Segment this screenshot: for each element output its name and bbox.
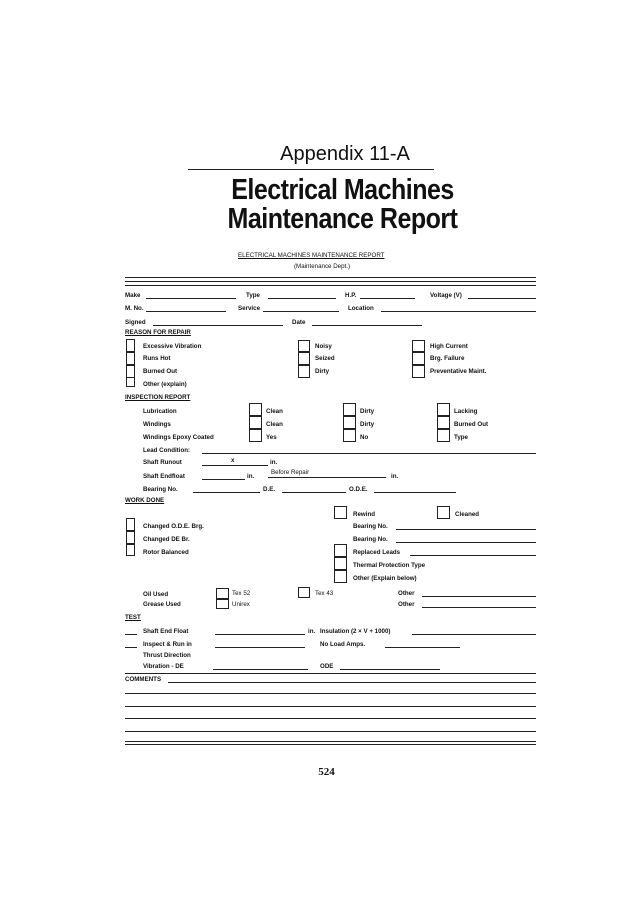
mno-label: M. No. xyxy=(125,305,144,312)
reason-checkbox-high-current[interactable] xyxy=(412,340,425,352)
inspect-run-check[interactable] xyxy=(125,647,137,648)
work-heading: WORK DONE xyxy=(125,497,165,504)
work-item: Replaced Leads xyxy=(353,549,401,556)
inspection-option: Dirty xyxy=(360,408,375,415)
work-checkbox-left-3[interactable] xyxy=(126,544,135,556)
inspect-run-label: Inspect & Run in xyxy=(143,641,192,648)
top-rule-1 xyxy=(125,277,536,278)
no-load-amps-field[interactable] xyxy=(385,647,460,648)
hp-label: H.P. xyxy=(345,292,357,299)
comments-line-5[interactable] xyxy=(125,731,536,732)
bottom-rule-1 xyxy=(125,741,536,742)
reason-checkbox-2[interactable] xyxy=(126,352,135,365)
inspection-option: Dirty xyxy=(360,421,375,428)
reason-heading: REASON FOR REPAIR xyxy=(125,329,191,336)
date-label: Date xyxy=(292,319,306,326)
shaft-runout-x: x xyxy=(231,457,235,464)
other-1-label: Other xyxy=(398,590,415,597)
bearing-no-1-field[interactable] xyxy=(396,529,536,530)
comments-line-1[interactable] xyxy=(168,682,536,683)
ode-field[interactable] xyxy=(374,492,456,493)
top-rule-2 xyxy=(125,281,536,282)
inspection-checkbox-clean1[interactable] xyxy=(249,403,262,416)
inspection-heading: INSPECTION REPORT xyxy=(125,394,191,401)
work-item: Rotor Balanced xyxy=(143,549,189,556)
voltage-field[interactable] xyxy=(468,298,536,299)
inspection-option: Burned Out xyxy=(454,421,489,428)
title-rule xyxy=(188,169,434,170)
main-title-line1: Electrical Machines xyxy=(231,173,454,207)
shaft-end-float-field[interactable] xyxy=(215,634,305,635)
oil-used-label: Oil Used xyxy=(143,591,169,598)
other-1-field[interactable] xyxy=(422,596,536,597)
work-item: Other (Explain below) xyxy=(353,575,417,582)
shaft-runout-label: Shaft Runout xyxy=(143,459,182,466)
inspection-option: No xyxy=(360,434,369,441)
service-field[interactable] xyxy=(263,311,339,312)
service-label: Service xyxy=(238,305,261,312)
insulation-field[interactable] xyxy=(412,634,536,635)
tex43-label: Tex 43 xyxy=(315,590,334,597)
other-2-field[interactable] xyxy=(422,607,536,608)
grease-used-label: Grease Used xyxy=(143,601,181,608)
insulation-label: Insulation (2 × V + 1000) xyxy=(320,628,391,635)
inspection-checkbox-burned-out[interactable] xyxy=(437,416,450,429)
work-checkbox-right-3[interactable] xyxy=(334,570,347,583)
before-repair-label: Before Repair xyxy=(271,469,310,476)
inspection-checkbox-no[interactable] xyxy=(343,429,356,442)
work-checkbox-right-2[interactable] xyxy=(334,557,347,570)
inspection-checkbox-yes[interactable] xyxy=(249,429,262,442)
reason-item: Burned Out xyxy=(143,368,178,375)
oil-checkbox-unirex[interactable] xyxy=(216,599,229,609)
bearing-no-1-label: Bearing No. xyxy=(353,523,388,530)
reason-item: Other (explain) xyxy=(143,381,187,388)
lead-condition-label: Lead Condition: xyxy=(143,447,191,454)
reason-checkbox-preventative[interactable] xyxy=(412,365,425,378)
type-field[interactable] xyxy=(268,298,336,299)
reason-checkbox-4[interactable] xyxy=(126,378,135,387)
inspection-checkbox-dirty2[interactable] xyxy=(343,416,356,429)
inspection-checkbox-dirty1[interactable] xyxy=(343,403,356,416)
ode-label: O.D.E. xyxy=(349,486,368,493)
reason-item: Runs Hot xyxy=(143,355,171,362)
reason-checkbox-brg-failure[interactable] xyxy=(412,352,425,365)
bottom-rule-2 xyxy=(125,744,536,745)
vibration-ode-label: ODE xyxy=(320,663,334,670)
work-checkbox-right-1[interactable] xyxy=(334,544,347,557)
vibration-ode-field[interactable] xyxy=(340,669,440,670)
signed-field[interactable] xyxy=(153,325,283,326)
work-item: Changed O.D.E. Brg. xyxy=(143,523,204,530)
inspection-checkbox-clean2[interactable] xyxy=(249,416,262,429)
shaft-runout-field[interactable] xyxy=(202,465,268,466)
replaced-leads-field[interactable] xyxy=(410,555,536,556)
inspection-checkbox-lacking[interactable] xyxy=(437,403,450,416)
top-rule-3 xyxy=(125,285,536,286)
no-load-amps-label: No Load Amps. xyxy=(320,641,366,648)
reason-item: Noisy xyxy=(315,343,332,350)
inspection-option: Yes xyxy=(266,434,277,441)
shaft-end-float-unit: in. xyxy=(308,628,316,635)
form-title: ELECTRICAL MACHINES MAINTENANCE REPORT xyxy=(238,252,385,259)
reason-checkbox-3[interactable] xyxy=(126,365,135,378)
test-bottom-rule xyxy=(125,673,536,674)
bearing-no-label: Bearing No. xyxy=(143,486,178,493)
before-repair-field[interactable] xyxy=(268,477,386,478)
voltage-label: Voltage (V) xyxy=(430,292,462,299)
comments-line-3[interactable] xyxy=(125,706,536,707)
unirex-label: Unirex xyxy=(232,601,250,608)
inspection-checkbox-type[interactable] xyxy=(437,429,450,442)
lead-condition-field[interactable] xyxy=(202,453,536,454)
location-label: Location xyxy=(348,305,374,312)
inspection-item: Windings xyxy=(143,421,171,428)
comments-line-2[interactable] xyxy=(125,693,536,694)
inspection-option: Clean xyxy=(266,421,283,428)
bearing-no-2-label: Bearing No. xyxy=(353,536,388,543)
reason-checkbox-1[interactable] xyxy=(126,339,135,352)
appendix-title: Appendix 11-A xyxy=(280,143,410,165)
oil-checkbox-tex52[interactable] xyxy=(216,588,229,599)
hp-field[interactable] xyxy=(360,298,415,299)
inspection-item: Windings Epoxy Coated xyxy=(143,434,214,441)
inspection-option: Lacking xyxy=(454,408,478,415)
work-checkbox-rewind[interactable] xyxy=(334,506,347,519)
test-heading: TEST xyxy=(125,614,141,621)
shaft-endfloat-label: Shaft Endfloat xyxy=(143,473,185,480)
inspection-option: Clean xyxy=(266,408,283,415)
de-label: D.E. xyxy=(263,486,276,493)
type-label: Type xyxy=(246,292,260,299)
signed-label: Signed xyxy=(125,319,146,326)
shaft-runout-unit: in. xyxy=(270,459,278,466)
work-item: Changed DE Br. xyxy=(143,536,190,543)
reason-item: Seized xyxy=(315,355,335,362)
page-number: 524 xyxy=(318,766,335,778)
work-checkbox-left-2[interactable] xyxy=(126,531,135,544)
make-field[interactable] xyxy=(146,298,236,299)
cleaned-label: Cleaned xyxy=(455,511,480,518)
vibration-de-label: Vibration - DE xyxy=(143,663,184,670)
reason-checkbox-dirty[interactable] xyxy=(298,365,310,378)
date-field[interactable] xyxy=(312,325,422,326)
work-checkbox-cleaned[interactable] xyxy=(437,506,450,519)
reason-checkbox-noisy[interactable] xyxy=(298,340,310,352)
vibration-de-field[interactable] xyxy=(213,669,308,670)
comments-line-4[interactable] xyxy=(125,718,536,719)
shaft-endfloat-field[interactable] xyxy=(202,479,245,480)
de-field[interactable] xyxy=(282,492,346,493)
reason-item: Dirty xyxy=(315,368,330,375)
rewind-label: Rewind xyxy=(353,511,376,518)
main-title-line2: Maintenance Report xyxy=(227,202,458,236)
mno-field[interactable] xyxy=(146,311,226,312)
location-field[interactable] xyxy=(381,311,536,312)
inspect-run-field[interactable] xyxy=(215,647,305,648)
reason-item: High Current xyxy=(430,343,468,350)
reason-checkbox-seized[interactable] xyxy=(298,352,310,365)
shaft-end-float-label: Shaft End Float xyxy=(143,628,189,635)
reason-item: Brg. Failure xyxy=(430,355,465,362)
work-checkbox-left-1[interactable] xyxy=(126,518,135,531)
bearing-no-2-field[interactable] xyxy=(396,542,536,543)
comments-label: COMMENTS xyxy=(125,676,162,683)
reason-item: Preventative Maint. xyxy=(430,368,487,375)
bearing-no-field[interactable] xyxy=(193,492,260,493)
shaft-endfloat-unit: in. xyxy=(247,473,255,480)
form-subtitle: (Maintenance Dept.) xyxy=(294,263,351,270)
other-2-label: Other xyxy=(398,601,415,608)
oil-checkbox-tex43[interactable] xyxy=(298,587,310,598)
inspection-option: Type xyxy=(454,434,468,441)
thrust-direction-label: Thrust Direction xyxy=(143,652,191,659)
before-repair-unit: in. xyxy=(391,473,399,480)
work-item: Thermal Protection Type xyxy=(353,562,426,569)
shaft-end-float-check[interactable] xyxy=(125,634,137,635)
reason-item: Excessive Vibration xyxy=(143,343,202,350)
tex52-label: Tex 52 xyxy=(232,590,251,597)
make-label: Make xyxy=(125,292,141,299)
inspection-item: Lubrication xyxy=(143,408,177,415)
